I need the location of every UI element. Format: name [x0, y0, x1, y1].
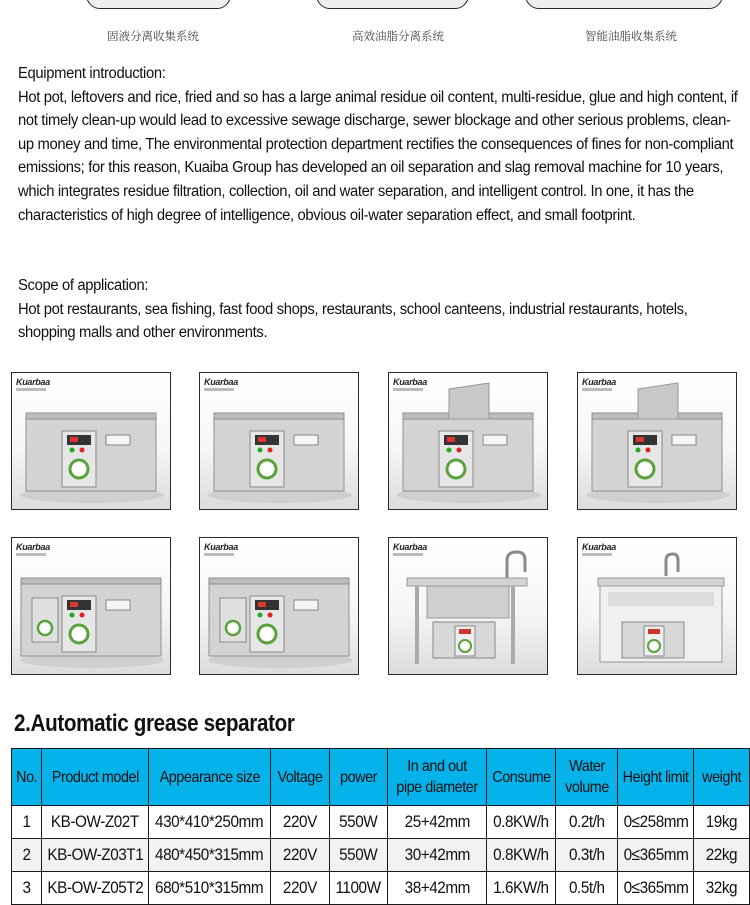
table-cell-value: 3 [22, 878, 31, 897]
table-cell-value: 0≤365mm [623, 878, 689, 897]
scope-body: Hot pot restaurants, sea fishing, fast food shops, restaurants, school canteens, industrial restaurants, hotels, shopping malls and other environments. [18, 300, 688, 342]
table-cell-value: 550W [339, 845, 378, 864]
product-photo-separator-lid-open-right [577, 372, 737, 510]
column-header [487, 749, 556, 806]
table-cell [270, 839, 329, 872]
table-cell [694, 839, 750, 872]
column-header-label: Voltage [277, 768, 323, 786]
column-header [149, 749, 270, 806]
brand-logo: Kuarbaa [393, 542, 427, 552]
section-title: 2.Automatic grease separator [14, 710, 295, 737]
intro-body: Hot pot, leftovers and rice, fried and so has a large animal residue oil content, multi-residue, glue and high content, if not timely clean-up would lead to excessive sewage discharge, sewer blockage and other serious problems, clean-up money and time, The environmental protection department rectifies the consequences of fines for non-compliant emissions; for this reason, Kuaiba Group has developed an oil separation and slag removal machine for 10 years, which integrates residue filtration, collection, oil and water separation, and intelligent control. In one, it has the characteristics of high degree of intelligence, obvious oil-water separation effect, and small footprint. [18, 88, 738, 224]
table-cell-value: 19kg [705, 812, 738, 831]
table-cell [41, 839, 149, 872]
column-header-label: Height limit [622, 768, 689, 786]
table-cell [694, 872, 750, 905]
scope-of-application [18, 274, 744, 345]
table-cell [270, 806, 329, 839]
system-label-oil-separation: 高效油脂分离系统 [352, 29, 444, 43]
system-label-solid-liquid: 固液分离收集系统 [107, 29, 199, 43]
table-cell-value: 32kg [705, 878, 738, 897]
table-row [12, 872, 750, 905]
column-header-label: power [339, 768, 377, 786]
column-header [556, 749, 618, 806]
product-photo-separator-double-unit [11, 537, 171, 675]
table-cell [487, 872, 556, 905]
machine-illustration [200, 373, 358, 510]
table-cell-value: 550W [339, 812, 378, 831]
table-cell [556, 839, 618, 872]
column-header [388, 749, 487, 806]
table-cell-value: 38+42mm [404, 878, 470, 897]
table-cell-value: 480*450*315mm [155, 845, 264, 864]
system-box-2 [316, 0, 469, 9]
table-cell-value: 0.2t/h [568, 812, 605, 831]
table-cell [149, 806, 270, 839]
table-row [12, 806, 750, 839]
table-cell [388, 839, 487, 872]
table-cell-value: 25+42mm [404, 812, 470, 831]
scope-title: Scope of application: [18, 277, 149, 294]
machine-illustration [389, 373, 547, 510]
table-cell [149, 839, 270, 872]
table-cell-value: 430*410*250mm [155, 812, 264, 831]
table-cell [41, 872, 149, 905]
table-cell-value: 0.5t/h [568, 878, 605, 897]
column-header-label: Product model [51, 768, 139, 786]
product-photo-separator-lid-open [388, 372, 548, 510]
brand-logo: Kuarbaa [582, 377, 616, 387]
product-photo-separator-under-sink [388, 537, 548, 675]
table-cell-value: 2 [22, 845, 31, 864]
product-photo-separator-front-angle [11, 372, 171, 510]
table-cell-value: 0.8KW/h [493, 812, 550, 831]
table-cell [149, 872, 270, 905]
machine-illustration [12, 538, 170, 675]
brand-logo: Kuarbaa [582, 542, 616, 552]
table-cell [270, 872, 329, 905]
brand-logo: Kuarbaa [204, 542, 238, 552]
table-cell [694, 806, 750, 839]
intro-title: Equipment introduction: [18, 65, 166, 82]
column-header [329, 749, 387, 806]
column-header [618, 749, 694, 806]
system-label-oil-collection: 智能油脂收集系统 [585, 29, 677, 43]
machine-illustration [578, 373, 736, 510]
table-cell [556, 806, 618, 839]
column-header [12, 749, 42, 806]
table-header-row [12, 749, 750, 806]
table-cell-value: 220V [282, 812, 317, 831]
table-cell-value: 1 [22, 812, 31, 831]
column-header-label: Water volume [564, 758, 609, 796]
table-cell [12, 806, 42, 839]
table-cell-value: 30+42mm [404, 845, 470, 864]
table-cell [487, 806, 556, 839]
column-header [270, 749, 329, 806]
brand-logo: Kuarbaa [16, 542, 50, 552]
product-photo-separator-front [199, 372, 359, 510]
table-cell-value: 0≤258mm [623, 812, 689, 831]
equipment-introduction [18, 62, 744, 227]
product-photo-separator-in-cabinet [577, 537, 737, 675]
table-cell [618, 806, 694, 839]
table-cell [329, 806, 387, 839]
table-cell-value: KB-OW-Z03T1 [47, 845, 144, 864]
table-cell-value: 1.6KW/h [493, 878, 550, 897]
table-cell [618, 839, 694, 872]
brand-logo: Kuarbaa [393, 377, 427, 387]
table-cell-value: 220V [282, 845, 317, 864]
table-cell-value: 0.3t/h [568, 845, 605, 864]
table-cell [618, 872, 694, 905]
column-header-label: Consume [492, 768, 551, 786]
machine-illustration [200, 538, 358, 675]
column-header-label: weight [702, 768, 742, 786]
machine-illustration [389, 538, 547, 675]
column-header [694, 749, 750, 806]
table-cell [12, 839, 42, 872]
column-header-label: Appearance size [159, 768, 260, 786]
table-cell [41, 806, 149, 839]
column-header [41, 749, 149, 806]
table-cell-value: 0.8KW/h [493, 845, 550, 864]
system-box-1 [86, 0, 231, 9]
table-cell [388, 806, 487, 839]
spec-table [11, 748, 750, 905]
table-cell-value: 0≤365mm [623, 845, 689, 864]
machine-illustration [578, 538, 736, 675]
machine-illustration [12, 373, 170, 510]
table-cell-value: 1100W [335, 878, 381, 897]
brand-logo: Kuarbaa [16, 377, 50, 387]
table-cell-value: KB-OW-Z05T2 [47, 878, 144, 897]
brand-logo: Kuarbaa [204, 377, 238, 387]
table-cell-value: 680*510*315mm [155, 878, 264, 897]
column-header-label: No. [15, 768, 37, 786]
table-row [12, 839, 750, 872]
table-cell [329, 839, 387, 872]
column-header-label: In and out pipe diameter [396, 758, 478, 796]
table-cell [329, 872, 387, 905]
table-cell-value: 22kg [705, 845, 738, 864]
system-box-3 [525, 0, 723, 9]
product-photo-separator-double-unit-open [199, 537, 359, 675]
table-cell [12, 872, 42, 905]
table-cell-value: 220V [282, 878, 317, 897]
table-cell [556, 872, 618, 905]
table-cell-value: KB-OW-Z02T [51, 812, 140, 831]
table-cell [487, 839, 556, 872]
table-cell [388, 872, 487, 905]
